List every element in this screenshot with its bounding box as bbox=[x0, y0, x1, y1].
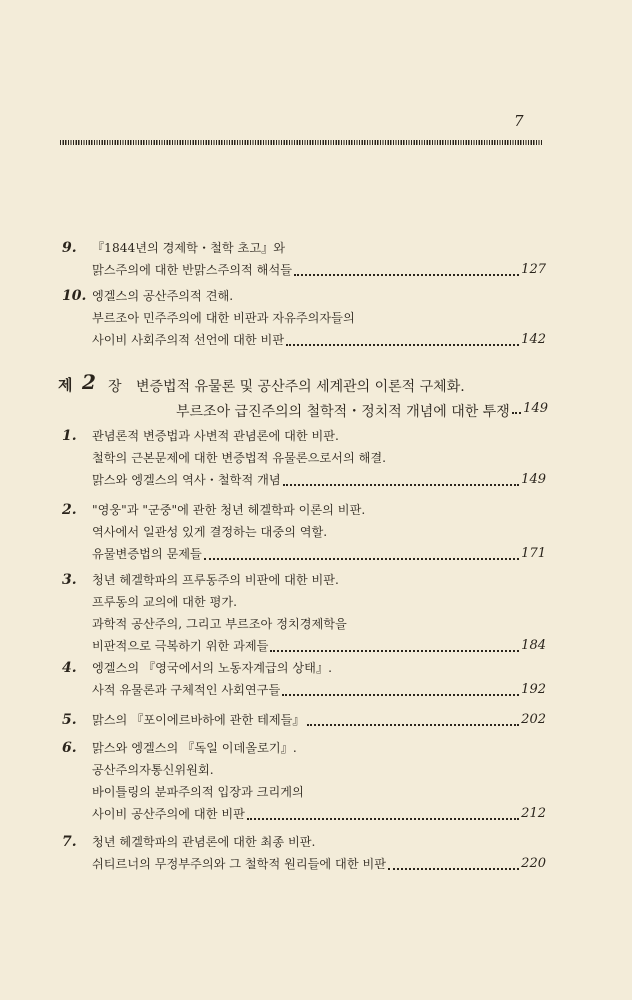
toc-entry-page: 171 bbox=[521, 546, 546, 561]
toc-entry-title: 쉬티르너의 무정부주의와 그 철학적 원리들에 대한 비판 bbox=[92, 857, 387, 871]
chapter-title-line2 bbox=[176, 401, 548, 421]
toc-entry-page: 192 bbox=[521, 682, 546, 697]
page-number: 7 bbox=[514, 112, 524, 130]
toc-entry-line: 청년 헤겔학파의 프루동주의 비판에 대한 비판. bbox=[92, 573, 339, 587]
leader-dots bbox=[282, 682, 519, 696]
toc-entry-line: 청년 헤겔학파의 관념론에 대한 최종 비판. bbox=[92, 835, 316, 849]
chapter-page: 149 bbox=[523, 401, 548, 416]
toc-entry-page: 212 bbox=[521, 806, 546, 821]
toc-entry-page: 220 bbox=[521, 856, 546, 871]
toc-entry-line: 『1844년의 경제학・철학 초고』와 bbox=[92, 241, 286, 255]
toc-entry-page: 202 bbox=[521, 712, 546, 727]
chapter-title-line1: 변증법적 유물론 및 공산주의 세계관의 이론적 구체화. bbox=[136, 379, 465, 395]
toc-entry-title: 맑스주의에 대한 반맑스주의적 해석들 bbox=[92, 263, 292, 277]
toc-entry-line: 엥겔스의 공산주의적 견해. bbox=[92, 289, 234, 303]
toc-entry-number: 4. bbox=[62, 660, 77, 676]
chapter-suffix: 장 bbox=[108, 379, 122, 395]
toc-entry-number: 10. bbox=[62, 288, 87, 304]
toc-entry-title: 사적 유물론과 구체적인 사회연구들 bbox=[92, 683, 281, 697]
toc-entry-line: 역사에서 일관성 있게 결정하는 대중의 역할. bbox=[92, 525, 328, 539]
toc-entry-number: 1. bbox=[62, 428, 77, 444]
toc-entry-number: 6. bbox=[62, 740, 77, 756]
leader-dots bbox=[388, 856, 519, 870]
toc-entry-number: 5. bbox=[62, 712, 77, 728]
chapter-title-line2-text: 부르조아 급진주의의 철학적・정치적 개념에 대한 투쟁 bbox=[176, 404, 510, 420]
toc-entry-number: 9. bbox=[62, 240, 77, 256]
leader-dots bbox=[307, 712, 520, 726]
toc-entry-title: 맑스의 『포이에르바하에 관한 테제들』 bbox=[92, 713, 305, 727]
toc-entry-line: 철학의 근본문제에 대한 변증법적 유물론으로서의 해결. bbox=[92, 451, 387, 465]
toc-entry-title: 맑스와 엥겔스의 역사・철학적 개념 bbox=[92, 473, 281, 487]
toc-entry-last-line[interactable] bbox=[92, 679, 546, 701]
toc-entry-page: 127 bbox=[521, 262, 546, 277]
leader-dots bbox=[283, 472, 520, 486]
toc-entry-line: 과학적 공산주의, 그리고 부르조아 정치경제학을 bbox=[92, 617, 347, 631]
toc-entry-number: 3. bbox=[62, 572, 77, 588]
toc-entry-last-line[interactable] bbox=[92, 329, 546, 351]
toc-entry-line: 공산주의자통신위원회. bbox=[92, 763, 214, 777]
toc-entry-line: "영웅"과 "군중"에 관한 청년 헤겔학파 이론의 비판. bbox=[92, 503, 366, 517]
toc-entry-last-line[interactable] bbox=[92, 709, 546, 731]
toc-entry-page: 149 bbox=[521, 472, 546, 487]
chapter-label: 제 bbox=[58, 376, 73, 394]
leader-dots bbox=[247, 806, 519, 820]
leader-dots bbox=[294, 262, 519, 276]
toc-entry-line: 바이틀링의 분파주의적 입장과 크리게의 bbox=[92, 785, 304, 799]
toc-entry-line: 관념론적 변증법과 사변적 관념론에 대한 비판. bbox=[92, 429, 339, 443]
leader-dots bbox=[204, 546, 519, 560]
toc-entry-line: 맑스와 엥겔스의 『독일 이데올로기』. bbox=[92, 741, 297, 755]
leader-dots bbox=[270, 638, 519, 652]
toc-entry-page: 142 bbox=[521, 332, 546, 347]
header-rule bbox=[60, 140, 542, 145]
leader-dots bbox=[512, 401, 521, 414]
toc-entry-page: 184 bbox=[521, 638, 546, 653]
toc-entry-title: 유물변증법의 문제들 bbox=[92, 547, 202, 561]
toc-entry-last-line[interactable] bbox=[92, 543, 546, 565]
toc-entry-line: 프루동의 교의에 대한 평가. bbox=[92, 595, 238, 609]
toc-entry-last-line[interactable] bbox=[92, 853, 546, 875]
chapter-number: 2 bbox=[82, 370, 96, 394]
toc-entry-last-line[interactable] bbox=[92, 635, 546, 657]
toc-entry-title: 비판적으로 극복하기 위한 과제들 bbox=[92, 639, 269, 653]
toc-entry-number: 2. bbox=[62, 502, 77, 518]
leader-dots bbox=[286, 332, 519, 346]
toc-entry-last-line[interactable] bbox=[92, 803, 546, 825]
toc-entry-number: 7. bbox=[62, 834, 77, 850]
toc-entry-last-line[interactable] bbox=[92, 469, 546, 491]
toc-entry-title: 사이비 사회주의적 선언에 대한 비판 bbox=[92, 333, 285, 347]
toc-entry-line: 엥겔스의 『영국에서의 노동자계급의 상태』. bbox=[92, 661, 333, 675]
toc-entry-line: 부르조아 민주주의에 대한 비판과 자유주의자들의 bbox=[92, 311, 355, 325]
toc-entry-last-line[interactable] bbox=[92, 259, 546, 281]
toc-entry-title: 사이비 공산주의에 대한 비판 bbox=[92, 807, 245, 821]
